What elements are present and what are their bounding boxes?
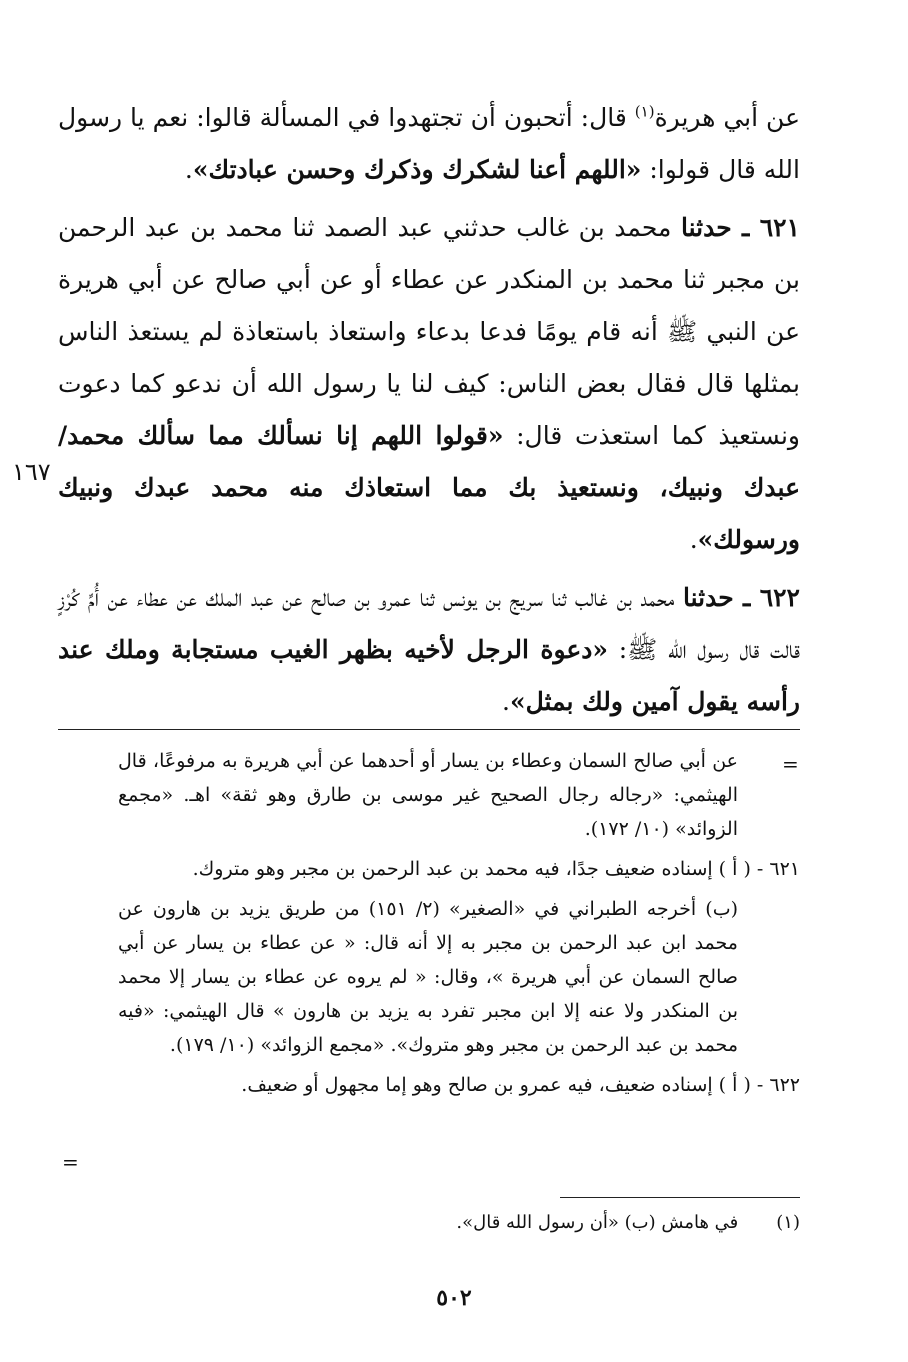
quote-bold: «اللهم أعنا لشكرك وذكرك وحسن عبادتك» [192, 155, 642, 184]
hadith-text: محمد بن غالب حدثني عبد الصمد ثنا محمد بن عبد الرحمن بن مجبر ثنا محمد بن المنكدر عن عطاء أو عن أبي صالح عن أبي هريرة عن النبي ﷺ أنه قام يومًا فدعا بدعاء واستعاذ باستعاذة لم يستعذ الناس بمثلها قال فقال بعض الناس: كيف لنا يا رسول الله أن ندعو كما دعوت ونستعيذ كما استعذت قال: [58, 213, 800, 450]
punctuation: . [184, 155, 193, 184]
note-continuation: عن أبي صالح السمان وعطاء بن يسار أو أحدهما عن أبي هريرة به مرفوعًا، قال الهيثمي: «رجاله رجال الصحيح غير موسى بن طارق وهو ثقة» اهـ. «مجمع الزوائد» (١٠/ ١٧٢). [118, 750, 738, 840]
page-number: ٥٠٢ [436, 1285, 472, 1311]
note-621-b: (ب) أخرجه الطبراني في «الصغير» (٢/ ١٥١) من طريق يزيد بن هارون عن محمد ابن عبد الرحمن بن مجبر به إلا أنه قال: « عن عطاء بن يسار عن أبي صالح السمان عن أبي هريرة »، وقال: « لم يروه عن عطاء بن يسار إلا محمد بن المنكدر ولا عنه إلا ابن مجبر تفرد به يزيد بن هارون » قال الهيثمي: «فيه محمد بن عبد الرحمن بن مجبر وهو متروك». «مجمع الزوائد» (١٠/ ١٧٩). [118, 898, 738, 1056]
note-621-a: ٦٢١ - ( أ ) إسناده ضعيف جدًا، فيه محمد بن عبد الرحمن بن مجبر وهو متروك. [192, 858, 800, 880]
footnote-number: (١) [776, 1212, 800, 1233]
paragraph-intro [58, 92, 800, 196]
hadith-number-622: ٦٢٢ ـ حدثنا [682, 583, 800, 612]
text-segment: قال: أتحبون أن تجتهدوا في المسألة قالوا: نعم يا رسول الله قال قولوا: [58, 103, 800, 184]
punctuation: . [689, 525, 698, 554]
main-text [58, 92, 800, 728]
hadith-622 [58, 572, 800, 728]
punctuation: . [501, 687, 510, 716]
hadith-text: محمد بن غالب ثنا سريج بن يونس ثنا عمرو بن صالح عن عبد الملك عن عطاء عن أُمِّ كُرْزٍ قالت قال رسول الله ﷺ: [58, 583, 800, 664]
continuation-mark-next: = [62, 1150, 79, 1174]
quote-bold: «دعوة الرجل لأخيه بظهر الغيب مستجابة وملك عند رأسه يقول آمين ولك بمثل» [58, 635, 800, 716]
footnote-divider [560, 1197, 800, 1198]
text-segment: عن أبي هريرة [654, 103, 800, 132]
quote-bold: «قولوا اللهم إنا نسألك مما سألك محمد/ عبدك ونبيك، ونستعيذ بك مما استعاذك منه محمد عبدك ونبيك ورسولك» [58, 421, 800, 554]
footnote-ref: (١) [634, 102, 655, 121]
hadith-number-621: ٦٢١ ـ حدثنا [680, 213, 800, 242]
hadith-621 [58, 202, 800, 566]
footnote [300, 1207, 800, 1239]
continuation-mark: = [782, 752, 799, 776]
margin-page-number: ١٦٧ [12, 458, 51, 486]
note-622-a: ٦٢٢ - ( أ ) إسناده ضعيف، فيه عمرو بن صالح وهو إما مجهول أو ضعيف. [241, 1074, 800, 1096]
footnote-text: في هامش (ب) «أن رسول الله قال». [456, 1212, 739, 1233]
divider [58, 729, 800, 730]
commentary-notes [118, 744, 800, 1102]
